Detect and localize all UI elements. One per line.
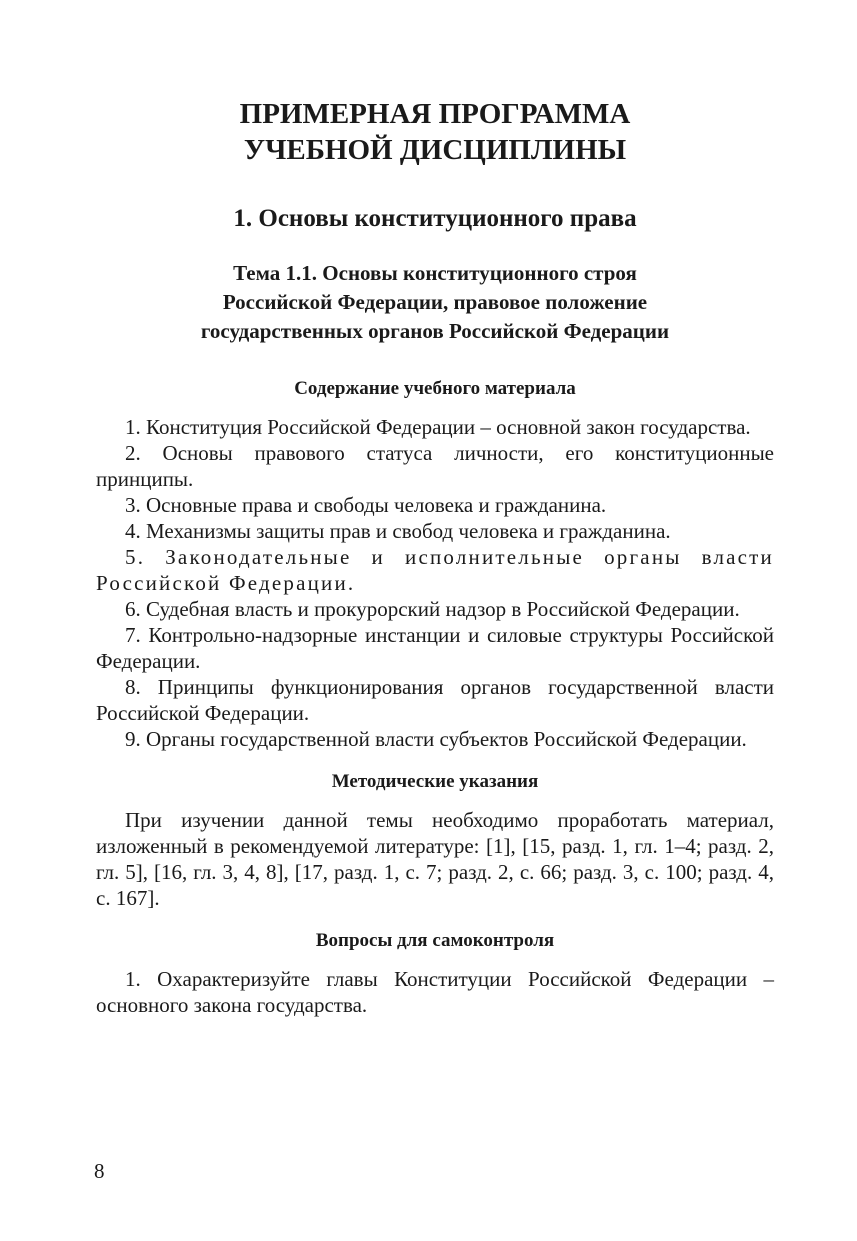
content-item-7: 7. Контрольно-надзорные инстанции и силовые структуры Российской Федерации.	[96, 623, 774, 673]
section-title: 1. Основы конституционного права	[233, 205, 637, 232]
content-heading: Содержание учебного материала	[294, 378, 576, 399]
content-item-9: 9. Органы государственной власти субъектов Российской Федерации.	[125, 727, 747, 751]
content-item-2: 2. Основы правового статуса личности, его конституционные принципы.	[96, 441, 774, 491]
document-page	[96, 96, 774, 1018]
main-title-line-2: УЧЕБНОЙ ДИСЦИПЛИНЫ	[243, 134, 627, 166]
content-list	[96, 414, 774, 752]
topic-title-line-1: Тема 1.1. Основы конституционного строя	[233, 261, 637, 285]
main-title	[96, 96, 774, 168]
content-item-5: 5. Законодательные и исполнительные органы власти Российской Федерации.	[96, 545, 774, 595]
page-number: 8	[94, 1159, 105, 1183]
topic-title-line-3: государственных органов Российской Федерации	[200, 319, 670, 343]
content-item-6: 6. Судебная власть и прокурорский надзор в Российской Федерации.	[125, 597, 740, 621]
content-item-3: 3. Основные права и свободы человека и гражданина.	[125, 493, 607, 517]
topic-title-line-2: Российской Федерации, правовое положение	[222, 290, 648, 314]
content-item-4: 4. Механизмы защиты прав и свобод человека и гражданина.	[125, 519, 671, 543]
questions-list	[96, 966, 774, 1018]
guidelines-heading: Методические указания	[331, 771, 539, 792]
guidelines-text: При изучении данной темы необходимо проработать материал, изложенный в рекомендуемой литературе: [1], [15, разд. 1, гл. 1–4; разд. 2, гл. 5], [16, гл. 3, 4, 8], [17, разд. 1, с. 7; разд. 2, с. 66; разд. 3, с. 100; разд. 4, с. 167].	[96, 808, 774, 910]
content-item-1: 1. Конституция Российской Федерации – основной закон государства.	[125, 415, 751, 439]
topic-title	[96, 259, 774, 346]
content-item-8: 8. Принципы функционирования органов государственной власти Российской Федерации.	[96, 675, 774, 725]
questions-heading: Вопросы для самоконтроля	[315, 930, 555, 951]
main-title-line-1: ПРИМЕРНАЯ ПРОГРАММА	[239, 98, 631, 130]
question-item-1: 1. Охарактеризуйте главы Конституции Российской Федерации – основного закона государства.	[96, 967, 774, 1017]
